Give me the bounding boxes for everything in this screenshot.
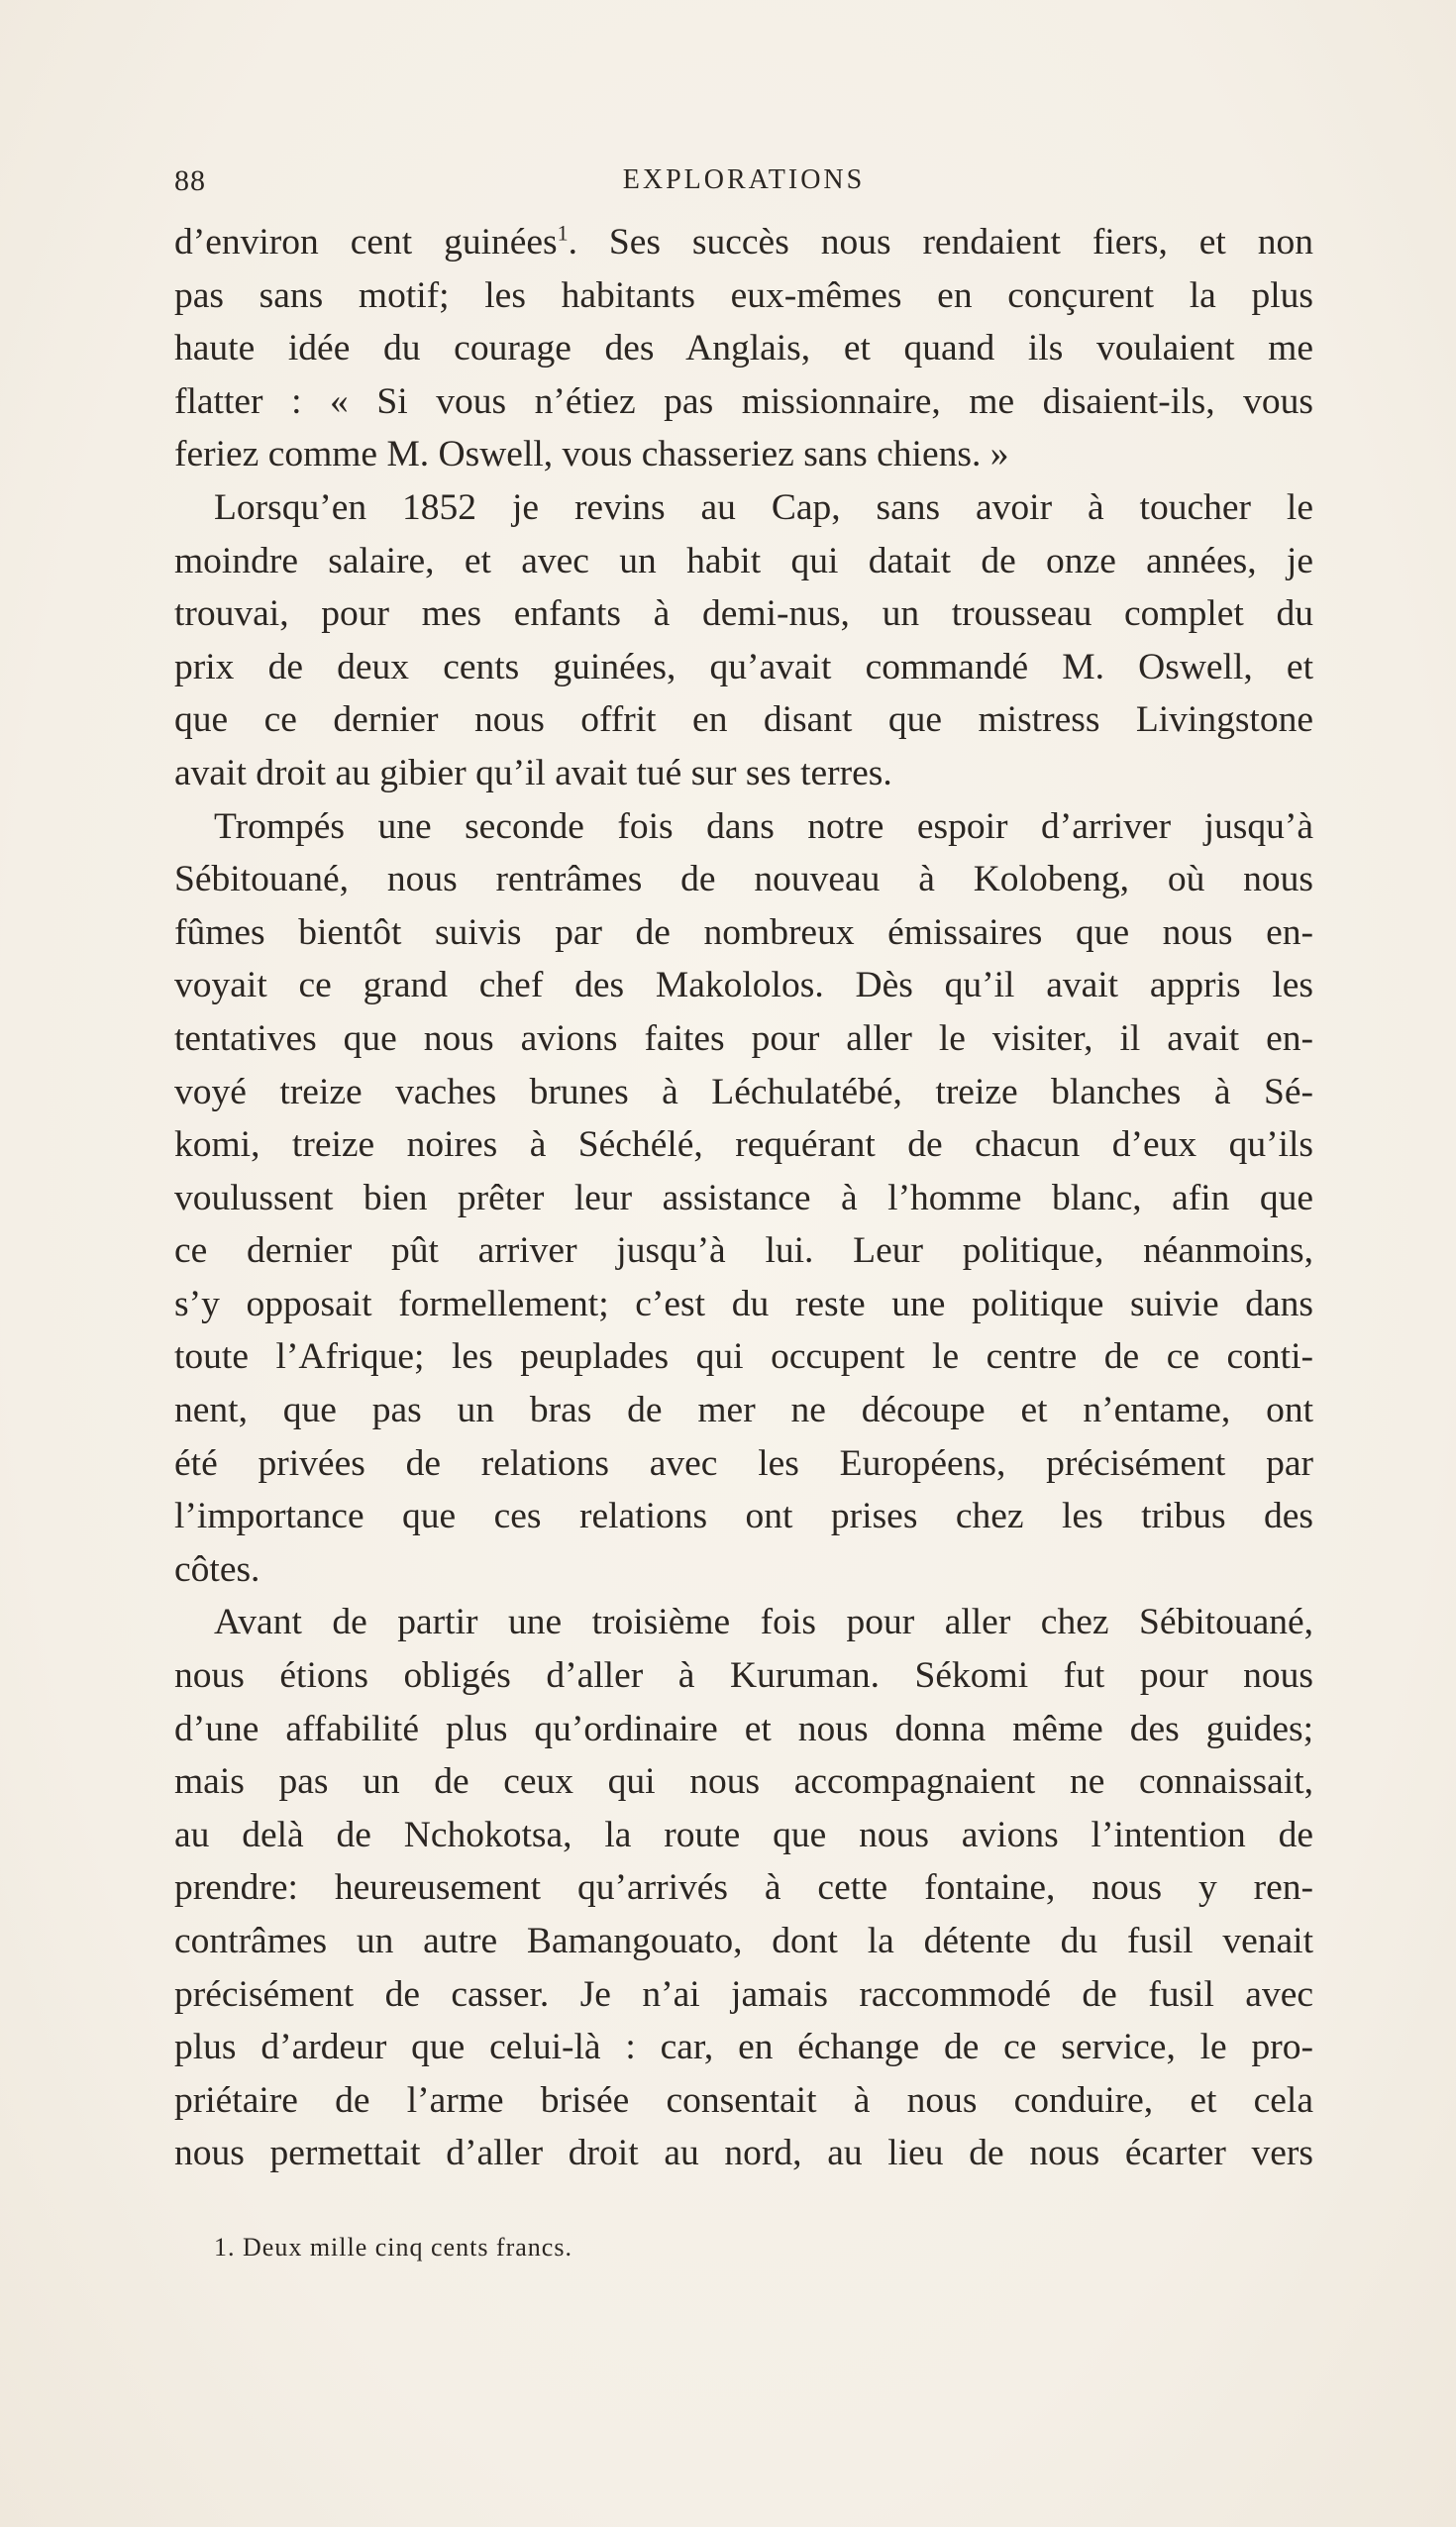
- text-line: que ce dernier nous offrit en disant que mistress Livingstone: [174, 699, 1313, 741]
- text-line: haute idée du courage des Anglais, et quand ils voulaient me: [174, 328, 1313, 369]
- text-line: moindre salaire, et avec un habit qui datait de onze années, je: [174, 540, 1313, 581]
- text-line: komi, treize noires à Séchélé, requérant de chacun d’eux qu’ils: [174, 1124, 1313, 1166]
- footnote: 1. Deux mille cinq cents francs.: [214, 2233, 572, 2262]
- text-line: côtes.: [174, 1548, 260, 1590]
- text-line: voyé treize vaches brunes à Léchulatébé, treize blanches à Sé-: [174, 1071, 1313, 1112]
- text-line: nous permettait d’aller droit au nord, au lieu de nous écarter vers: [174, 2133, 1313, 2174]
- text-line: voulussent bien prêter leur assistance à l’homme blanc, afin que: [174, 1177, 1313, 1218]
- text-line: Trompés une seconde fois dans notre espoir d’arriver jusqu’à: [214, 805, 1313, 847]
- text-line: pas sans motif; les habitants eux-mêmes en conçurent la plus: [174, 274, 1313, 316]
- text-line: prendre: heureusement qu’arrivés à cette fontaine, nous y ren-: [174, 1867, 1313, 1909]
- text-line: avait droit au gibier qu’il avait tué sur ses terres.: [174, 752, 892, 793]
- text-line: nent, que pas un bras de mer ne découpe et n’entame, ont: [174, 1390, 1313, 1431]
- text-line: nous étions obligés d’aller à Kuruman. Sékomi fut pour nous: [174, 1655, 1313, 1697]
- text-line: au delà de Nchokotsa, la route que nous avions l’intention de: [174, 1814, 1313, 1855]
- text-line: Sébitouané, nous rentrâmes de nouveau à Kolobeng, où nous: [174, 859, 1313, 900]
- text-line: trouvai, pour mes enfants à demi-nus, un trousseau complet du: [174, 593, 1313, 635]
- text-line: s’y opposait formellement; c’est du reste une politique suivie dans: [174, 1283, 1313, 1324]
- page-header: [174, 164, 1313, 208]
- text-line: plus d’ardeur que celui-là : car, en échange de ce service, le pro-: [174, 2027, 1313, 2068]
- text-fragment: d’environ cent guinées: [174, 222, 558, 263]
- page-number: 88: [174, 164, 206, 197]
- text-line: prix de deux cents guinées, qu’avait commandé M. Oswell, et: [174, 646, 1313, 687]
- text-line: toute l’Afrique; les peuplades qui occupent le centre de ce conti-: [174, 1336, 1313, 1378]
- text-line: Avant de partir une troisième fois pour aller chez Sébitouané,: [214, 1602, 1313, 1643]
- text-line: ce dernier pût arriver jusqu’à lui. Leur politique, néanmoins,: [174, 1230, 1313, 1272]
- text-fragment: . Ses succès nous rendaient fiers, et non: [568, 222, 1313, 263]
- body-text: [174, 216, 1313, 2180]
- text-line: été privées de relations avec les Européens, précisément par: [174, 1442, 1313, 1484]
- text-line: fûmes bientôt suivis par de nombreux émissaires que nous en-: [174, 911, 1313, 953]
- text-line: tentatives que nous avions faites pour aller le visiter, il avait en-: [174, 1017, 1313, 1059]
- text-line: flatter : « Si vous n’étiez pas missionnaire, me disaient-ils, vous: [174, 380, 1313, 422]
- text-line: mais pas un de ceux qui nous accompagnaient ne connaissait,: [174, 1761, 1313, 1803]
- text-line: feriez comme M. Oswell, vous chasseriez sans chiens. »: [174, 434, 1009, 475]
- text-line: précisément de casser. Je n’ai jamais raccommodé de fusil avec: [174, 1973, 1313, 2015]
- text-line: l’importance que ces relations ont prises chez les tribus des: [174, 1496, 1313, 1537]
- footnote-reference: 1: [557, 220, 569, 246]
- text-line: priétaire de l’arme brisée consentait à nous conduire, et cela: [174, 2079, 1313, 2121]
- text-line: Lorsqu’en 1852 je revins au Cap, sans avoir à toucher le: [214, 486, 1313, 528]
- text-line: d’une affabilité plus qu’ordinaire et nous donna même des guides;: [174, 1708, 1313, 1749]
- text-line: voyait ce grand chef des Makololos. Dès qu’il avait appris les: [174, 965, 1313, 1006]
- text-line: [174, 216, 1313, 269]
- running-title: EXPLORATIONS: [622, 164, 866, 195]
- text-line: contrâmes un autre Bamangouato, dont la détente du fusil venait: [174, 1921, 1313, 1961]
